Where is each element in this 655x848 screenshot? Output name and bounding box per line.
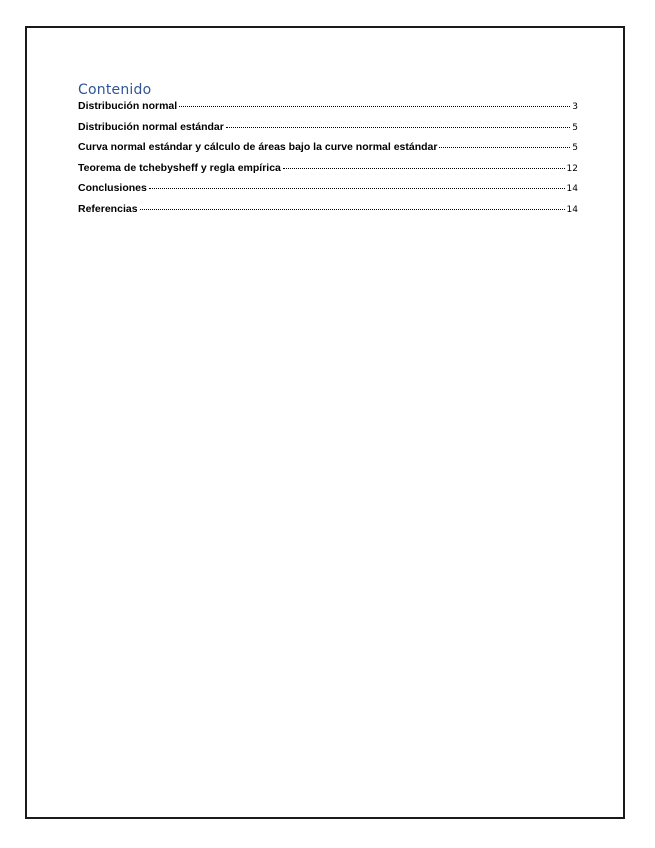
toc-entry-text[interactable]: Referencias: [78, 202, 138, 215]
toc-entry-page: 12: [566, 163, 578, 174]
toc-dot-leader: [439, 147, 570, 148]
toc-entry[interactable]: [78, 182, 578, 203]
table-of-contents: [78, 81, 578, 224]
document-page: [25, 26, 625, 819]
toc-dot-leader: [283, 168, 565, 169]
toc-entry[interactable]: [78, 121, 578, 142]
toc-entry-text[interactable]: Distribución normal estándar: [78, 120, 224, 133]
toc-entry-page: 5: [572, 143, 578, 154]
toc-entry-text[interactable]: Curva normal estándar y cálculo de áreas bajo la curve normal estándar: [78, 141, 438, 154]
toc-entry-text[interactable]: Teorema de tchebysheff y regla empírica: [78, 161, 281, 174]
toc-entry[interactable]: [78, 162, 578, 183]
toc-entry-text[interactable]: Distribución normal: [78, 100, 178, 112]
toc-entry[interactable]: [78, 203, 578, 224]
toc-dot-leader: [140, 209, 565, 210]
toc-entry[interactable]: [78, 100, 578, 121]
toc-entry[interactable]: [78, 141, 578, 162]
toc-dot-leader: [179, 106, 570, 107]
toc-entry-page: 14: [566, 184, 578, 195]
toc-entry-page: 3: [572, 102, 578, 112]
toc-title: Contenido: [78, 82, 152, 98]
toc-dot-leader: [149, 188, 565, 189]
toc-entry-text[interactable]: Conclusiones: [78, 182, 147, 195]
toc-entry-page: 14: [566, 204, 578, 215]
toc-dot-leader: [226, 127, 570, 128]
toc-entry-page: 5: [572, 122, 578, 133]
